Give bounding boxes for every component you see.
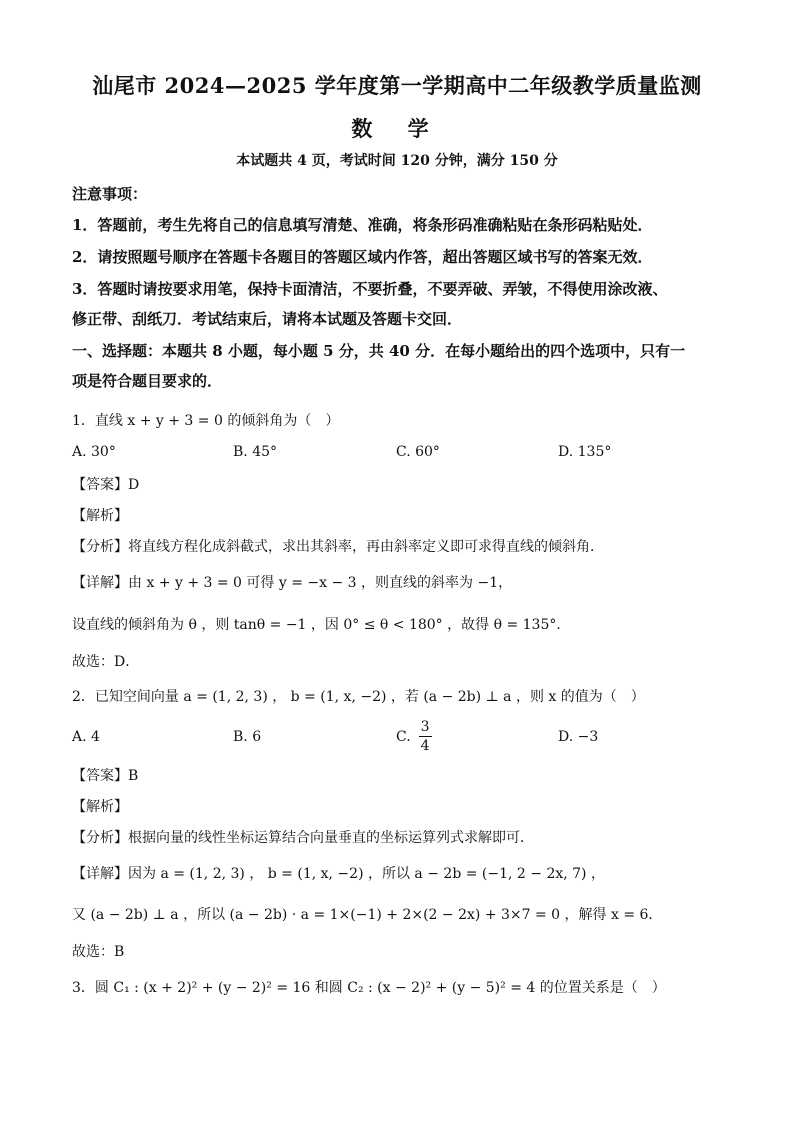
q2-option-b: B. 6 (233, 729, 262, 745)
q1-option-b: B. 45° (233, 444, 278, 460)
q1-detail-2: 设直线的倾斜角为 θ ，则 tanθ = −1 ，因 0° ≤ θ < 180° ，故得 θ = 135°． (72, 617, 571, 633)
q2-detail-1: 【详解】因为 a = (1, 2, 3) ， b = (1, x, −2) ，所以 a − 2b = (−1, 2 − 2x, 7) ， (72, 866, 605, 882)
note-item-3-line-1: 3．答题时请按要求用笔，保持卡面清洁，不要折叠，不要弄破、弄皱，不得使用涂改液、 (72, 280, 668, 298)
q1-option-c: C. 60° (396, 444, 440, 460)
q1-answer: 【答案】D (72, 477, 140, 493)
q1-detail-1: 【详解】由 x + y + 3 = 0 可得 y = −x − 3 ，则直线的斜率为 −1， (72, 575, 513, 591)
note-item-2: 2．请按照题号顺序在答题卡各题目的答题区域内作答，超出答题区域书写的答案无效． (72, 248, 653, 266)
q2-option-a: A. 4 (72, 729, 100, 745)
section-1-heading-line-2: 项是符合题目要求的． (72, 372, 223, 390)
q1-fenxi: 【分析】将直线方程化成斜截式，求出其斜率，再由斜率定义即可求得直线的倾斜角． (72, 539, 604, 555)
exam-info: 本试题共 4 页，考试时间 120 分钟，满分 150 分 (236, 153, 558, 169)
q2-option-d: D. −3 (558, 729, 599, 745)
q2-option-c-fraction (419, 718, 432, 755)
section-1-heading-line-1: 一、选择题：本题共 8 小题，每小题 5 分，共 40 分．在每小题给出的四个选项中，只有一 (72, 342, 686, 360)
q1-analysis-tag: 【解析】 (72, 508, 128, 524)
q1-option-d: D. 135° (558, 444, 612, 460)
q2-option-c-denominator: 4 (420, 738, 430, 754)
note-item-1: 1．答题前，考生先将自己的信息填写清楚、准确，将条形码准确粘贴在条形码粘贴处． (72, 216, 653, 234)
q2-option-c (396, 718, 432, 755)
notes-heading: 注意事项： (72, 185, 148, 203)
note-item-3-line-2: 修正带、刮纸刀．考试结束后，请将本试题及答题卡交回． (72, 310, 463, 328)
q2-analysis-tag: 【解析】 (72, 799, 128, 815)
q3-stem: 3．圆 C₁ : (x + 2)² + (y − 2)² = 16 和圆 C₂ : (x − 2)² + (y − 5)² = 4 的位置关系是（ ） (72, 980, 666, 996)
q2-fenxi: 【分析】根据向量的线性坐标运算结合向量垂直的坐标运算列式求解即可． (72, 830, 534, 846)
q2-answer: 【答案】B (72, 768, 139, 784)
q2-option-c-numerator: 3 (420, 719, 430, 735)
page-title: 汕尾市 2024—2025 学年度第一学期高中二年级教学质量监测 (92, 73, 702, 98)
q2-detail-2: 又 (a − 2b) ⊥ a ，所以 (a − 2b) · a = 1×(−1) + 2×(2 − 2x) + 3×7 = 0 ，解得 x = 6． (72, 907, 663, 923)
q1-conclusion: 故选：D． (72, 654, 140, 670)
q2-option-c-label: C. (396, 728, 411, 745)
q2-stem: 2．已知空间向量 a = (1, 2, 3) ， b = (1, x, −2) ，若 (a − 2b) ⊥ a ，则 x 的值为（ ） (72, 689, 645, 705)
q1-option-a: A. 30° (72, 444, 116, 460)
subject-title: 数 学 (351, 116, 443, 141)
q2-conclusion: 故选：B (72, 944, 125, 960)
q1-stem: 1．直线 x + y + 3 = 0 的倾斜角为（ ） (72, 413, 340, 429)
